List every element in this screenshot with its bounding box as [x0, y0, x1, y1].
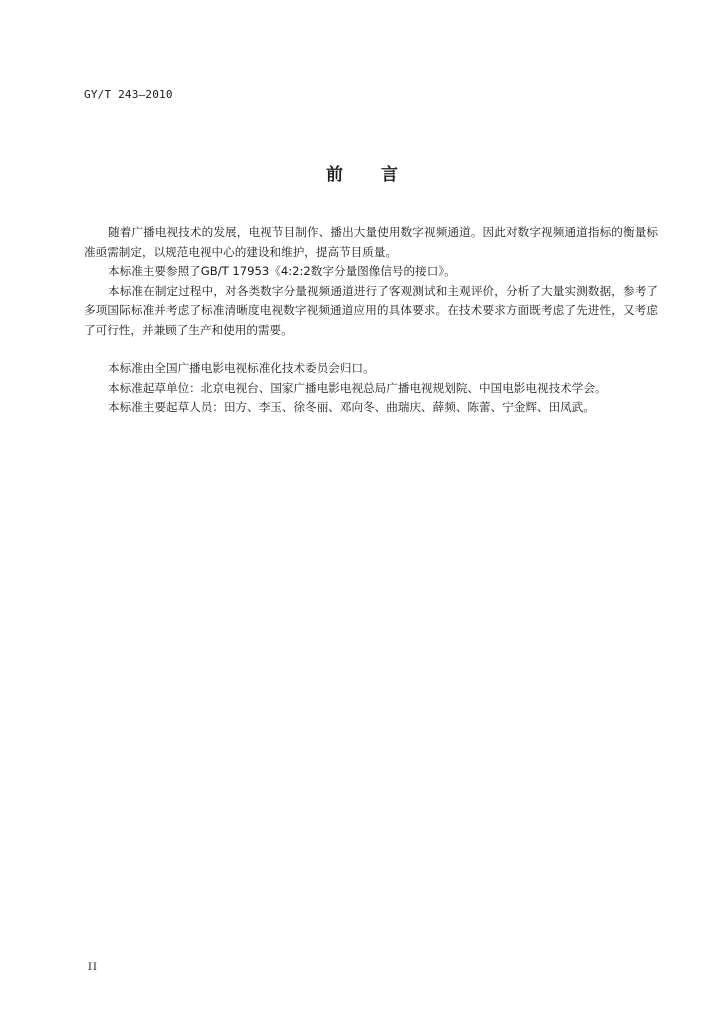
title-char-2: 言 [381, 165, 398, 185]
paragraph-gap [84, 340, 658, 359]
paragraph-committee: 本标准由全国广播电影电视标准化技术委员会归口。 [108, 361, 375, 375]
paragraph-drafting-units: 本标准起草单位：北京电视台、国家广播电影电视总局广播电视规划院、中国电影电视技术学会。 [108, 380, 607, 395]
title-char-1: 前 [326, 165, 343, 185]
page-title [0, 160, 724, 185]
document-code: GY/T 243—2010 [84, 88, 173, 101]
foreword-body [84, 223, 658, 418]
paragraph-reference: 本标准主要参照了GB/T 17953《4:2:2数字分量图像信号的接口》。 [108, 264, 456, 278]
paragraph-process: 本标准在制定过程中，对各类数字分量视频通道进行了客观测试和主观评价，分析了大量实测数据，参考了多项国际标准并考虑了标准清晰度电视数字视频通道应用的具体要求。在技术要求方面既考虑了先进性，又考虑了可行性，并兼顾了生产和使用的需要。 [84, 283, 658, 337]
page-number: II [88, 962, 98, 973]
paragraph-intro: 随着广播电视技术的发展，电视节目制作、播出大量使用数字视频通道。因此对数字视频通道指标的衡量标准亟需制定，以规范电视中心的建设和维护，提高节目质量。 [84, 225, 658, 259]
paragraph-drafters: 本标准主要起草人员：田方、李玉、徐冬丽、邓向冬、曲瑞庆、薛频、陈蕾、宁金辉、田凤武。 [108, 400, 595, 414]
